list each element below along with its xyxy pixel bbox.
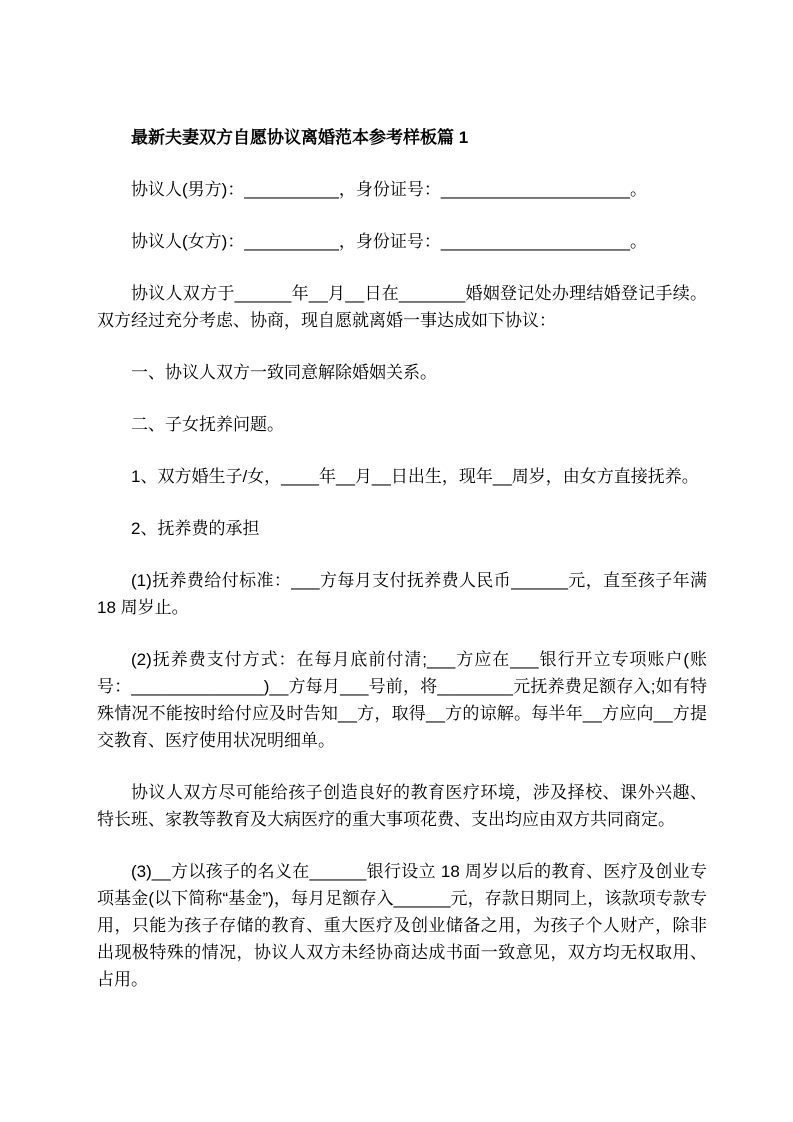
paragraph-education-medical-agreement: 协议人双方尽可能给孩子创造良好的教育医疗环境，涉及择校、课外兴趣、特长班、家教等教育及大病医疗的重大事项花费、支出均应由双方共同商定。 — [97, 783, 707, 829]
paragraph-preamble: 协议人双方于______年__月__日在_______婚姻登记处办理结婚登记手续。双方经过充分考虑、协商，现自愿就离婚一事达成如下协议： — [97, 284, 707, 330]
paragraph-party-female: 协议人(女方)：__________，身份证号：____________________。 — [131, 232, 647, 251]
paragraph-party-male: 协议人(男方)：__________，身份证号：____________________。 — [131, 180, 647, 199]
paragraph-support-fee-standard: (1)抚养费给付标准：___方每月支付抚养费人民币______元，直至孩子年满 18 周岁止。 — [97, 571, 707, 617]
paragraph-clause-2-custody-heading: 二、子女抚养问题。 — [131, 415, 284, 434]
paragraph-special-fund: (3)__方以孩子的名义在______银行设立 18 周岁以后的教育、医疗及创业专项基金(以下简称“基金”)，每月足额存入______元，存款日期同上，该款项专款专用，只能为孩子存储的教育、重大医疗及创业储备之用，为孩子个人财产，除非出现极特殊的情况，协议人双方未经协商达成书面一致意见，双方均无权取用、占用。 — [97, 862, 707, 989]
paragraph-clause-1-divorce-agreement: 一、协议人双方一致同意解除婚姻关系。 — [131, 363, 437, 382]
paragraph-support-fee-payment-method: (2)抚养费支付方式：在每月底前付清;___方应在___银行开立专项账户(账号：______________)__方每月___号前，将________元抚养费足额存入;如有特殊情况不能按时给付应及时告知__方，取得__方的谅解。每半年__方应向__方提交教育、医疗使用状况明细单。 — [97, 650, 707, 750]
document-title: 最新夫妻双方自愿协议离婚范本参考样板篇 1 — [131, 128, 469, 147]
paragraph-child-info: 1、双方婚生子/女，____年__月__日出生，现年__周岁，由女方直接抚养。 — [131, 467, 699, 486]
paragraph-support-fee-heading: 2、抚养费的承担 — [131, 519, 260, 538]
